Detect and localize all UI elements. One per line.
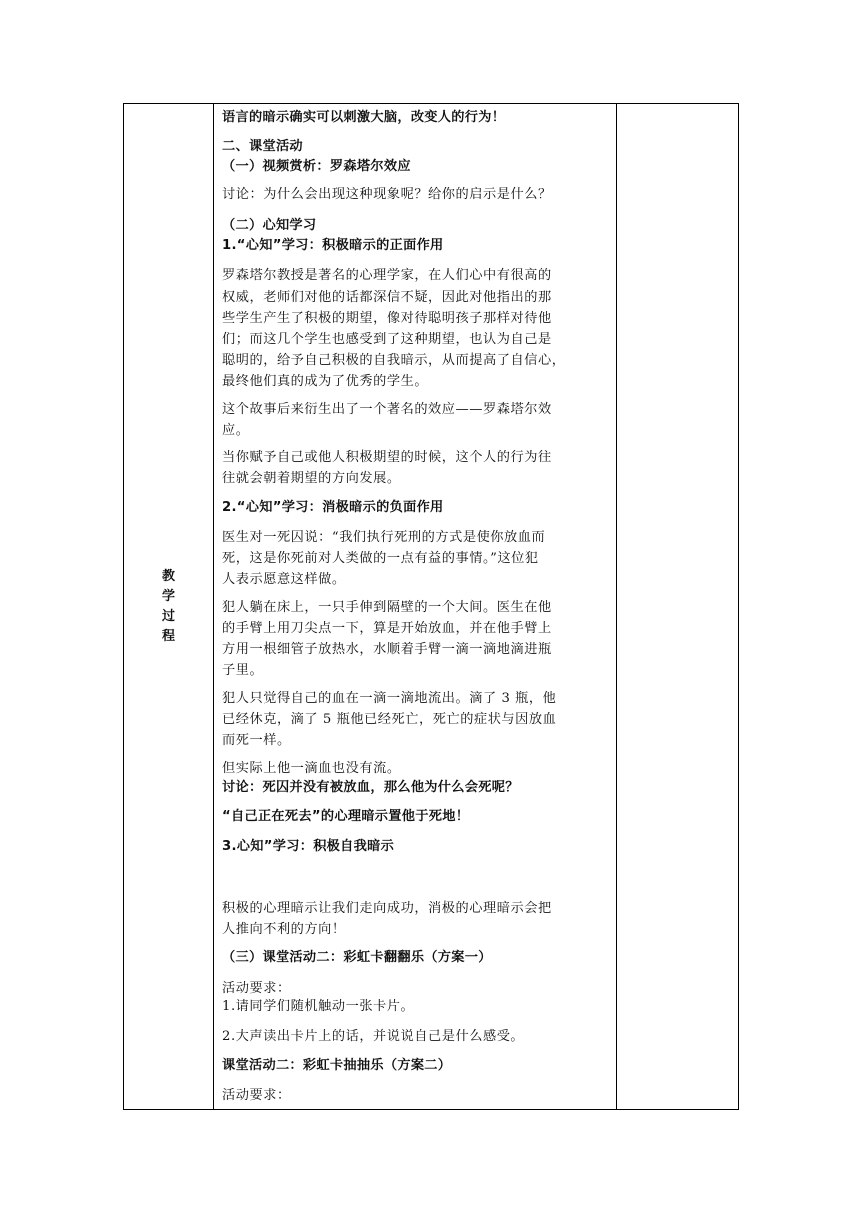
content-text-line: 已经休克，滴了 5 瓶他已经死亡，死亡的症状与因放血 <box>222 712 557 727</box>
content-heading: （三）课堂活动二：彩虹卡翻翻乐（方案一） <box>222 950 492 965</box>
content-heading: 二、课堂活动 <box>222 139 303 154</box>
content-heading: “自己正在死去”的心理暗示置他于死地！ <box>222 809 470 824</box>
content-heading: 语言的暗示确实可以刺激大脑，改变人的行为！ <box>222 110 506 125</box>
content-heading: 1.“心知”学习：积极暗示的正面作用 <box>222 238 444 253</box>
content-text-line: 活动要求： <box>222 1088 291 1103</box>
content-text-line: 当你赋予自己或他人积极期望的时候，这个人的行为往 <box>222 450 552 465</box>
content-text-line: 权威，老师们对他的话都深信不疑，因此对他指出的那 <box>222 290 552 305</box>
content-text-line: 往就会朝着期望的方向发展。 <box>222 471 401 486</box>
content-heading: 讨论：死囚并没有被放血，那么他为什么会死呢？ <box>222 780 519 795</box>
content-text-line: 活动要求： <box>222 981 291 996</box>
content-text-line: 们；而这几个学生也感受到了这种期望，也认为自己是 <box>222 332 552 347</box>
content-text-line: 而死一样。 <box>222 733 291 748</box>
content-text-line: 方用一根细管子放热水，水顺着手臂一滴一滴地滴进瓶 <box>222 642 552 657</box>
content-text-line: 犯人躺在床上，一只手伸到隔壁的一个大间。医生在他 <box>222 600 552 615</box>
content-heading: 课堂活动二：彩虹卡抽抽乐（方案二） <box>222 1058 452 1073</box>
content-text-line: 些学生产生了积极的期望，像对待聪明孩子那样对待他 <box>222 311 552 326</box>
content-cell <box>214 104 617 1110</box>
content-heading: （一）视频赏析：罗森塔尔效应 <box>222 159 411 174</box>
section-label-char: 教 <box>161 568 175 584</box>
content-text-line: 医生对一死囚说：“我们执行死刑的方式是使你放血而 <box>222 530 546 545</box>
section-label-char: 过 <box>161 608 175 624</box>
content-text-line: 子里。 <box>222 663 264 678</box>
content-text-line: 人表示愿意这样做。 <box>222 572 346 587</box>
content-heading: 3.心知”学习：积极自我暗示 <box>222 839 395 854</box>
content-text-line: 聪明的，给予自己积极的自我暗示，从而提高了自信心， <box>222 353 566 368</box>
section-label <box>124 567 213 647</box>
section-label-char: 学 <box>161 588 175 604</box>
content-text-line: 犯人只觉得自己的血在一滴一滴地流出。滴了 3 瓶，他 <box>222 691 557 706</box>
content-body <box>214 104 616 1109</box>
content-text-line: 2.大声读出卡片上的话，并说说自己是什么感受。 <box>222 1029 525 1044</box>
content-text-line: 这个故事后来衍生出了一个著名的效应——罗森塔尔效 <box>222 402 552 417</box>
content-text-line: 最终他们真的成为了优秀的学生。 <box>222 374 429 389</box>
section-label-cell <box>124 104 214 1110</box>
content-text-line: 积极的心理暗示让我们走向成功，消极的心理暗示会把 <box>222 901 552 916</box>
content-text-line: 讨论：为什么会出现这种现象呢？给你的启示是什么？ <box>222 187 552 202</box>
content-heading: 2.“心知”学习：消极暗示的负面作用 <box>222 500 444 515</box>
content-text-line: 死，这是你死前对人类做的一点有益的事情。”这位犯 <box>222 551 539 566</box>
content-text-line: 应。 <box>222 423 250 438</box>
content-text-line: 人推向不利的方向！ <box>222 922 346 937</box>
content-text-line: 的手臂上用刀尖点一下，算是开始放血，并在他手臂上 <box>222 621 552 636</box>
content-text-line: 1.请同学们随机触动一张卡片。 <box>222 999 415 1014</box>
content-text-line: 但实际上他一滴血也没有流。 <box>222 761 401 776</box>
notes-cell <box>617 104 739 1110</box>
table-row <box>124 104 739 1110</box>
content-heading: （二）心知学习 <box>222 218 317 233</box>
section-label-char: 程 <box>161 628 175 644</box>
lesson-plan-table <box>123 103 739 1110</box>
content-text-line: 罗森塔尔教授是著名的心理学家，在人们心中有很高的 <box>222 268 552 283</box>
